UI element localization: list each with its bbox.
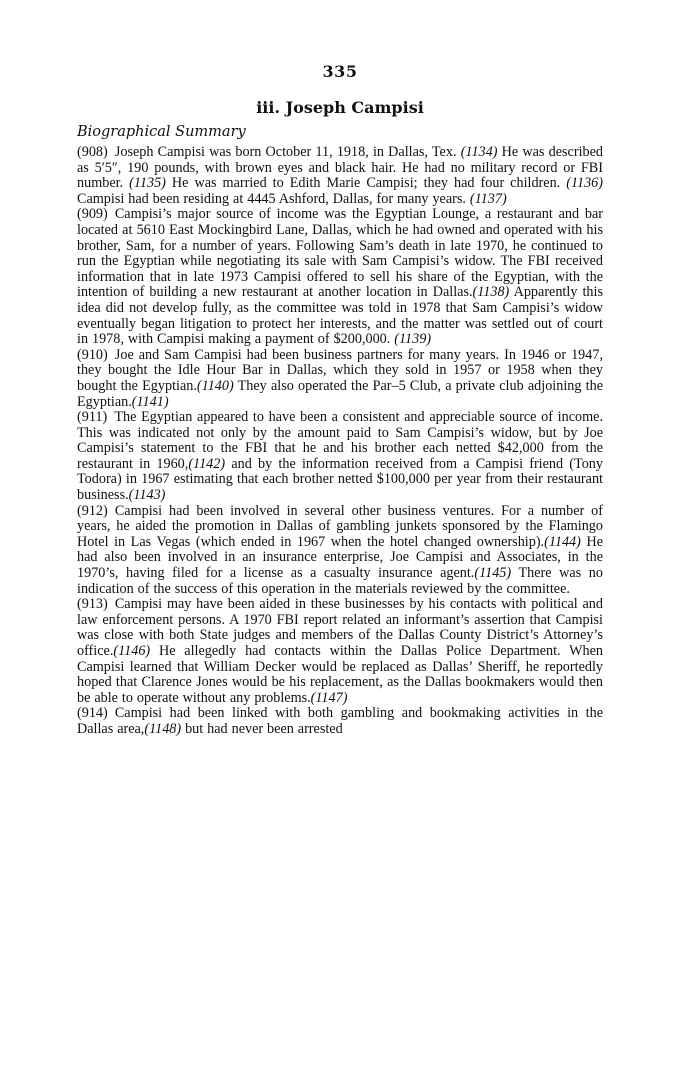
paragraph-number: (914) (77, 705, 108, 722)
paragraph (77, 597, 603, 706)
footnote-ref: (1141) (131, 393, 169, 410)
paragraph-text: Campisi’s major source of income was the Egyptian Lounge, a restaurant and bar located at 5610 East Mockingbird Lane, Dallas, which he had owned and operated with his brother, Sam, for a number of years. Following Sam’s death in late 1970, he continued to run the Egyptian while negotiating its sale with Sam Campisi’s widow. The FBI received information that in late 1973 Campisi offered to sell his share of the Egyptian, with the intention of building a new restaurant at another location in Dallas. (77, 206, 603, 301)
paragraph-text: Campisi had been linked with both gambling and bookmaking activities in the Dallas area, (77, 705, 603, 737)
paragraph-number: (912) (77, 502, 108, 519)
footnote-ref: (1143) (128, 487, 166, 504)
paragraph (77, 145, 603, 207)
paragraph-text: He allegedly had contacts within the Dallas Police Department. When Campisi learned that William Decker would be replaced as Dallas’ Sheriff, he reportedly hoped that Clarence Jones would be his replacement, as the Dallas bookmakers would then be able to operate without any problems. (77, 643, 603, 706)
footnote-ref: (1134) (460, 144, 498, 160)
paragraph (77, 410, 603, 504)
footnote-ref: (1137) (469, 190, 507, 207)
paragraph-text: but had never been arrested (181, 720, 343, 737)
footnote-ref: (1135) (129, 175, 166, 192)
footnote-ref: (1145) (474, 565, 512, 582)
footnote-ref: (1146) (113, 643, 151, 659)
paragraph-text: Joseph Campisi was born October 11, 1918, in Dallas, Tex. (114, 144, 461, 160)
page-number: 335 (322, 62, 358, 81)
footnote-ref: (1140) (196, 377, 234, 394)
paragraph (77, 504, 603, 598)
paragraph-text: He had also been involved in an insurance enterprise, Joe Campisi and Associates, in the 1970’s, having filed for a license as a casualty insurance agent. (77, 533, 603, 582)
paragraph-text: He was married to Edith Marie Campisi; they had four children. (165, 175, 567, 192)
paragraph (77, 207, 603, 347)
paragraph-text: Campisi had been residing at 4445 Ashford, Dallas, for many years. (77, 190, 470, 207)
footnote-ref: (1144) (544, 533, 581, 550)
paragraph (77, 706, 603, 737)
paragraph-number: (909) (77, 206, 108, 223)
section-title: iii. Joseph Campisi (256, 98, 424, 117)
paragraph-number: (910) (77, 346, 108, 363)
footnote-ref: (1136) (566, 175, 603, 192)
paragraph-text: He was described as 5′5″, 190 pounds, with brown eyes and black hair. He had no military record or FBI number. (77, 144, 603, 192)
subheading: Biographical Summary (77, 124, 246, 140)
footnote-ref: (1148) (144, 720, 182, 737)
footnote-ref: (1138) (472, 284, 510, 301)
paragraph-text: and by the information received from a Campisi friend (Tony Todora) in 1967 estimating that each brother netted $100,000 per year from their restaurant business. (77, 455, 603, 504)
footnote-ref: (1147) (310, 689, 348, 706)
paragraph-text: The Egyptian appeared to have been a consistent and appreciable source of income. This was indicated not only by the amount paid to Sam Campisi’s widow, but by Joe Campisi’s statement to the FBI that he and his brother each netted $42,000 from the restaurant in 1960, (77, 409, 603, 472)
paragraph-number: (908) (77, 144, 108, 160)
paragraph (77, 348, 603, 410)
body-text (77, 145, 603, 738)
document-page (77, 62, 603, 738)
footnote-ref: (1139) (394, 331, 432, 348)
paragraph-text: Apparently this idea did not develop fully, as the committee was told in 1978 that Sam Campisi’s widow eventually began litigation to protect her interests, and the matter was settled out of court in 1978, with Campisi making a payment of $200,000. (77, 284, 603, 348)
paragraph-number: (913) (77, 596, 108, 613)
footnote-ref: (1142) (188, 455, 226, 472)
paragraph-text: Joe and Sam Campisi had been business partners for many years. In 1946 or 1947, they bought the Idle Hour Bar in Dallas, which they sold in 1957 or 1958 when they bought the Egyptian. (77, 346, 603, 394)
paragraph-text: Campisi may have been aided in these businesses by his contacts with political and law enforcement persons. A 1970 FBI report related an informant’s assertion that Campisi was close with both State judges and members of the Dallas County District’s Attorney’s office. (77, 596, 603, 659)
paragraph-number: (911) (77, 409, 108, 426)
paragraph-text: Campisi had been involved in several other business ventures. For a number of years, he aided the promotion in Dallas of gambling junkets sponsored by the Flamingo Hotel in Las Vegas (which ended in 1967 when the hotel changed ownership). (77, 502, 603, 550)
paragraph-text: There was no indication of the success of this operation in the materials reviewed by the committee. (77, 565, 603, 597)
paragraph-text: They also operated the Par–5 Club, a private club adjoining the Egyptian. (77, 377, 603, 410)
